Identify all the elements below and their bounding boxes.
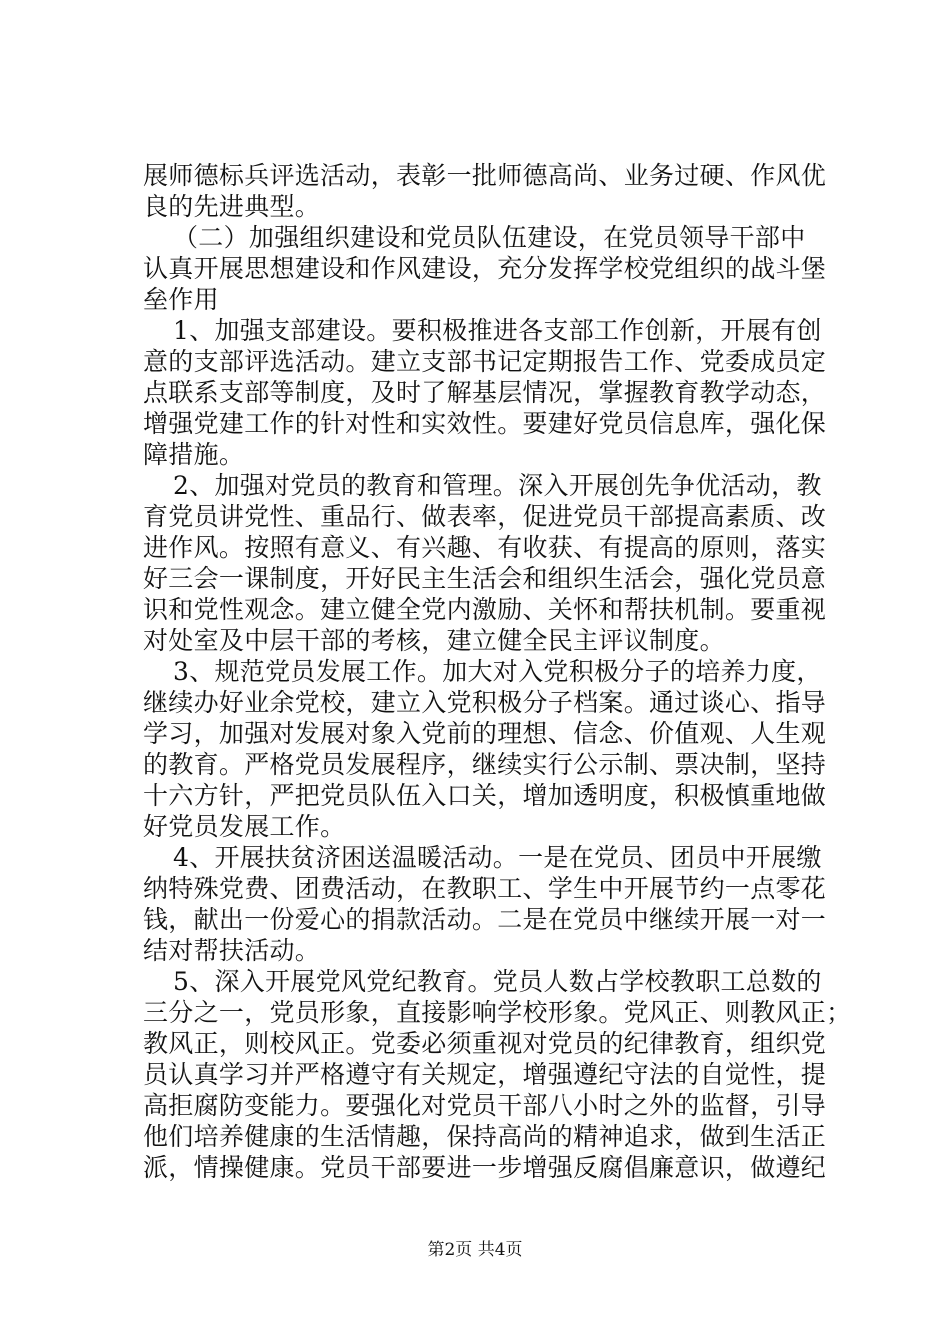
text-line: 的教育。严格党员发展程序，继续实行公示制、票决制，坚持 xyxy=(143,750,827,779)
text-line: 钱，献出一份爱心的捐款活动。二是在党员中继续开展一对一 xyxy=(143,905,827,934)
text-line: 垒作用 xyxy=(143,285,219,314)
text-line: 派，情操健康。党员干部要进一步增强反腐倡廉意识，做遵纪 xyxy=(143,1153,827,1182)
document-body xyxy=(143,160,852,1183)
text-line: 4、开展扶贫济困送温暖活动。一是在党员、团员中开展缴 xyxy=(173,843,822,872)
text-line: 1、加强支部建设。要积极推进各支部工作创新，开展有创 xyxy=(173,316,822,345)
text-line: 展师德标兵评选活动，表彰一批师德高尚、业务过硬、作风优 xyxy=(143,161,827,190)
text-line: 认真开展思想建设和作风建设，充分发挥学校党组织的战斗堡 xyxy=(143,254,827,283)
text-line: 对处室及中层干部的考核，建立健全民主评议制度。 xyxy=(143,626,725,655)
text-line: 良的先进典型。 xyxy=(143,192,321,221)
text-line: 2、加强对党员的教育和管理。深入开展创先争优活动，教 xyxy=(173,471,822,500)
page-footer xyxy=(0,1238,950,1262)
page-number: 第2页 共4页 xyxy=(427,1240,523,1260)
text-line: 他们培养健康的生活情趣，保持高尚的精神追求，做到生活正 xyxy=(143,1122,827,1151)
text-line: 继续办好业余党校，建立入党积极分子档案。通过谈心、指导 xyxy=(143,688,827,717)
text-line: 纳特殊党费、团费活动，在教职工、学生中开展节约一点零花 xyxy=(143,874,827,903)
text-line: 进作风。按照有意义、有兴趣、有收获、有提高的原则，落实 xyxy=(143,533,827,562)
text-line: 增强党建工作的针对性和实效性。要建好党员信息库，强化保 xyxy=(143,409,827,438)
text-line: 教风正，则校风正。党委必须重视对党员的纪律教育，组织党 xyxy=(143,1029,827,1058)
text-line: 好党员发展工作。 xyxy=(143,812,346,841)
text-line: 十六方针，严把党员队伍入口关，增加透明度，积极慎重地做 xyxy=(143,781,827,810)
text-line: 学习，加强对发展对象入党前的理想、信念、价值观、人生观 xyxy=(143,719,827,748)
text-line: 障措施。 xyxy=(143,440,245,469)
text-line: 好三会一课制度，开好民主生活会和组织生活会，强化党员意 xyxy=(143,564,827,593)
text-line: 育党员讲党性、重品行、做表率，促进党员干部提高素质、改 xyxy=(143,502,827,531)
text-line: 结对帮扶活动。 xyxy=(143,936,321,965)
text-line: 3、规范党员发展工作。加大对入党积极分子的培养力度， xyxy=(173,657,822,686)
text-line: 员认真学习并严格遵守有关规定，增强遵纪守法的自觉性，提 xyxy=(143,1060,827,1089)
text-line: 意的支部评选活动。建立支部书记定期报告工作、党委成员定 xyxy=(143,347,827,376)
text-line: 点联系支部等制度，及时了解基层情况，掌握教育教学动态， xyxy=(143,378,827,407)
text-line: 高拒腐防变能力。要强化对党员干部八小时之外的监督，引导 xyxy=(143,1091,827,1120)
text-line: 识和党性观念。建立健全党内激励、关怀和帮扶机制。要重视 xyxy=(143,595,827,624)
text-line: （二）加强组织建设和党员队伍建设，在党员领导干部中 xyxy=(173,223,806,252)
text-line: 5、深入开展党风党纪教育。党员人数占学校教职工总数的 xyxy=(173,967,822,996)
text-line: 三分之一，党员形象，直接影响学校形象。党风正、则教风正； xyxy=(143,998,852,1027)
